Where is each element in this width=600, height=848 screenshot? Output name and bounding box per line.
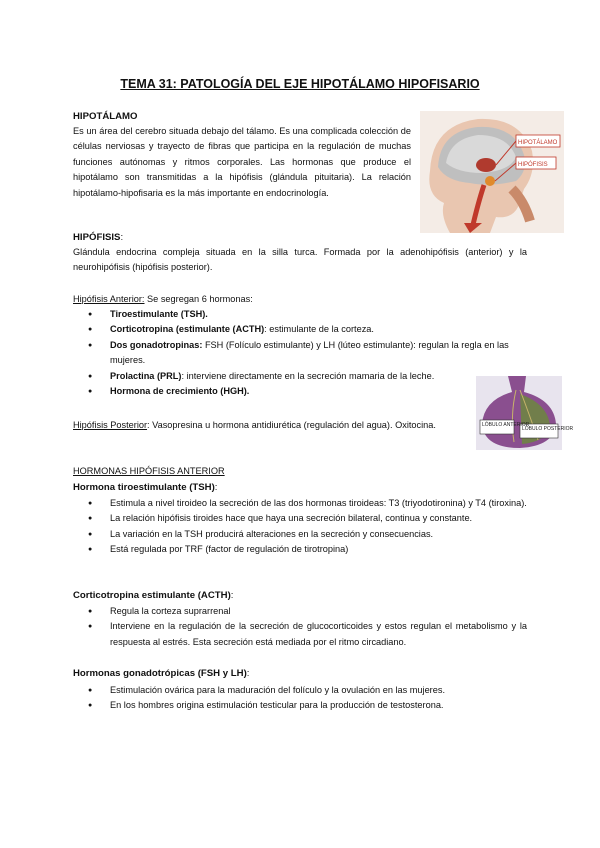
hipofisis-label: HIPÓFISIS — [518, 162, 548, 168]
list-item: ● La relación hipófisis tiroides hace que haya una secreción bilateral, continua y constante. — [73, 511, 527, 526]
hormonas-heading: HORMONAS HIPÓFISIS ANTERIOR — [73, 466, 225, 476]
gonado-list — [73, 683, 527, 714]
list-item: ● Corticotropina (estimulante (ACTH): estimulante de la corteza. — [73, 322, 527, 337]
posterior-label: Hipófisis Posterior — [73, 420, 148, 430]
lobulo-posterior-label: LÓBULO POSTERIOR — [522, 426, 574, 432]
list-item: ● Interviene en la regulación de la secreción de glucocorticoides y estos regulan el metabolismo y la respuesta al estrés. Esta secreción está mediada por el ritmo circadiano. — [73, 619, 527, 650]
list-item: ● Regula la corteza suprarrenal — [73, 604, 527, 619]
hipofisis-heading-text: HIPÓFISIS — [73, 232, 121, 243]
list-item: ● Está regulada por TRF (factor de regulación de tirotropina) — [73, 542, 527, 557]
acth-list — [73, 604, 527, 650]
hipotalamo-text: Es un área del cerebro situada debajo del tálamo. Es una complicada colección de células nerviosas y trayecto de fibras que participa en la regulación de muchas funciones autónomas y ritmos corporales. Las hormonas que produce el hipotálamo son transmitidas a la hipófisis (glándula pituitaria). La relación hipotálamo-hipofisaria es la más importante en endocrinología. — [73, 126, 411, 198]
anterior-intro — [73, 292, 527, 307]
acth-heading: Corticotropina estimulante (ACTH): — [73, 590, 234, 601]
posterior-text — [73, 418, 465, 433]
pituitary-gland-image — [476, 376, 574, 450]
list-item: ● La variación en la TSH producirá alteraciones en la secreción y consecuencias. — [73, 527, 527, 542]
anterior-hormone-list — [73, 307, 527, 399]
list-item: ● Estimula a nivel tiroideo la secreción de las dos hormonas tiroideas: T3 (triyodotironina) y T4 (tiroxina). — [73, 496, 527, 511]
anterior-intro-text: Se segregan 6 hormonas: — [144, 294, 253, 304]
list-item: ● En los hombres origina estimulación testicular para la producción de testosterona. — [73, 698, 527, 713]
hipofisis-text: Glándula endocrina compleja situada en la silla turca. Formada por la adenohipófisis (anterior) y la neurohipófisis (hipófisis posterior). — [73, 247, 527, 273]
posterior-desc: : Vasopresina u hormona antidiurética (regulación del agua). Oxitocina. — [147, 420, 436, 430]
tsh-heading: Hormona tiroestimulante (TSH): — [73, 482, 218, 493]
tsh-list — [73, 496, 527, 558]
list-item: ● Hormona de crecimiento (HGH). — [73, 384, 527, 399]
list-item: ● Dos gonadotropinas: FSH (Folículo estimulante) y LH (lúteo estimulante): regulan la regla en las mujeres. — [73, 338, 527, 369]
list-item: ● Tiroestimulante (TSH). — [73, 307, 527, 322]
gonado-heading: Hormonas gonadotrópicas (FSH y LH): — [73, 668, 250, 679]
hipotalamo-heading: HIPOTÁLAMO — [73, 111, 138, 122]
hipotalamo-label: HIPOTÁLAMO — [518, 140, 558, 146]
lobulo-anterior-label: LÓBULO ANTERIOR — [482, 422, 530, 428]
hipofisis-heading — [73, 232, 123, 243]
hypothalamus-head-image — [420, 111, 564, 233]
anterior-label: Hipófisis Anterior: — [73, 294, 145, 304]
page-title: TEMA 31: PATOLOGÍA DEL EJE HIPOTÁLAMO HIPOFISARIO — [120, 77, 480, 91]
list-item: ● Prolactina (PRL): interviene directamente en la secreción mamaria de la leche. — [73, 369, 527, 384]
list-item: ● Estimulación ovárica para la maduración del folículo y la ovulación en las mujeres. — [73, 683, 527, 698]
hipofisis-heading-suffix: : — [120, 232, 124, 243]
